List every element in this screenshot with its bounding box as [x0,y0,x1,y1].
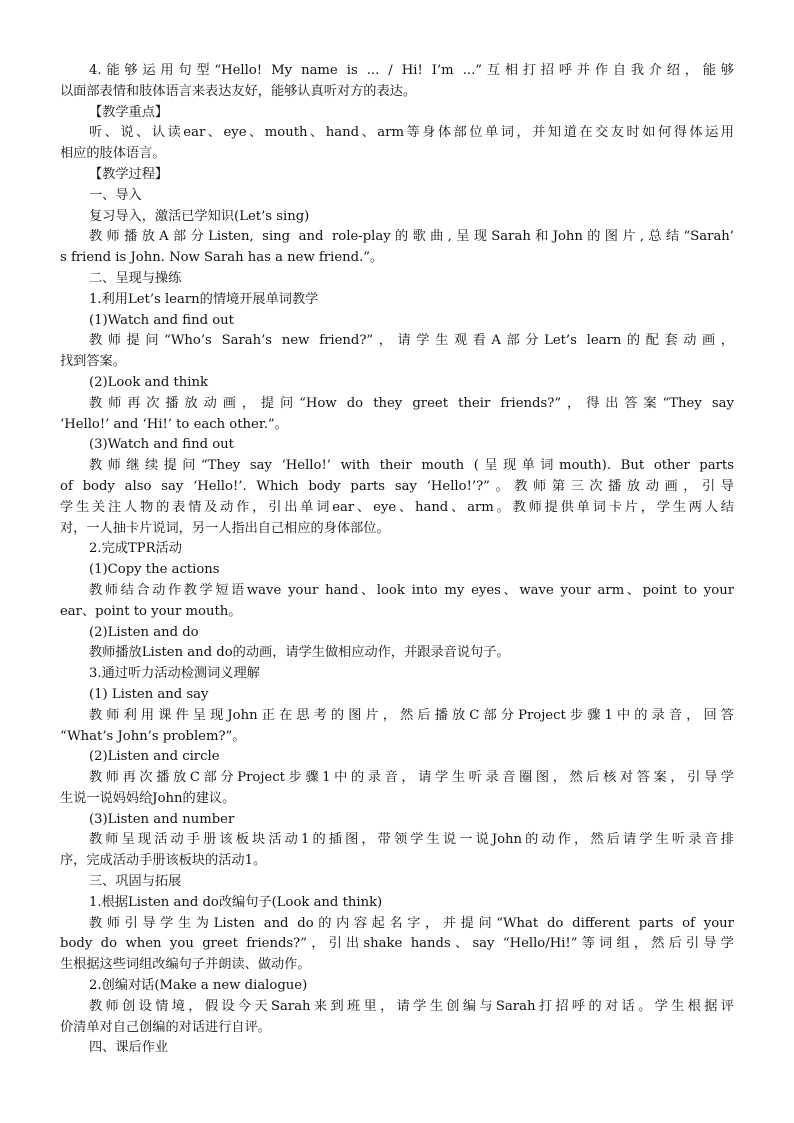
text-line: “What’s John’s problem?”。 [60,728,246,744]
text-line: 四、课后作业 [89,1040,169,1056]
text-line: 一、导入 [89,187,142,203]
text-line: 生根据这些词组改编句子并朗读、做动作。 [60,957,311,973]
text-line: (2)Listen and do [89,624,199,640]
text-line: of body also say ‘Hello!’. Which body parts say ‘Hello!’?”。教师第三次播放动画，引导 [60,478,734,494]
text-line: 教师呈现活动手册该板块活动1的插图，带领学生说一说John的动作，然后请学生听录音排 [89,832,734,848]
text-line: 1.根据Listen and do改编句子(Look and think) [89,894,383,910]
text-line: (2)Look and think [89,374,208,390]
text-line: 复习导入，激活已学知识(Let’s sing) [89,208,310,224]
text-line: 价清单对自己创编的对话进行自评。 [60,1019,271,1035]
text-line: (3)Watch and find out [89,437,234,453]
text-line: 教师播放Listen and do的动画，请学生做相应动作，并跟录音说句子。 [89,645,510,661]
text-line: 教师引导学生为Listen and do的内容起名字，并提问“What do different parts of your [89,915,734,931]
text-line: (3)Listen and number [89,811,235,827]
text-line: 2.创编对话(Make a new dialogue) [89,978,308,994]
text-line: 4.能够运用句型“Hello! My name is ... / Hi! I’m ...”互相打招呼并作自我介绍，能够 [89,63,734,78]
text-line: 【教学重点】 [89,104,169,120]
text-line: 教师提问“Who’s Sarah’s new friend?”，请学生观看A部分Let’s learn的配套动画， [89,333,734,349]
text-line: body do when you greet friends?”，引出shake hands、say “Hello/Hi!”等词组，然后引导学 [60,936,734,952]
text-line: 教师再次播放动画，提问“How do they greet their friends?”，得出答案“They say [89,395,734,411]
document-page [60,61,734,1059]
text-line: 教师利用课件呈现John正在思考的图片，然后播放C部分Project步骤1中的录音，回答 [89,707,734,723]
text-line: 找到答案。 [60,354,126,370]
text-line: 教师再次播放C部分Project步骤1中的录音，请学生听录音圈图，然后核对答案，引导学 [89,770,734,786]
text-line: 对，一人抽卡片说词，另一人指出自己相应的身体部位。 [60,520,390,536]
text-line: 以面部表情和肢体语言来表达友好，能够认真听对方的表达。 [60,83,417,99]
text-line: ‘Hello!’ and ‘Hi!’ to each other.”。 [60,416,288,432]
text-line: 教师播放A部分Listen, sing and role-play的歌曲,呈现Sarah和John的图片,总结“Sarah’ [89,229,734,245]
text-line: 教师结合动作教学短语wave your hand、look into my eyes、wave your arm、point to your [89,582,734,598]
text-line: 听、说、认读ear、eye、mouth、hand、arm等身体部位单词，并知道在交友时如何得体运用 [89,125,734,141]
text-line: 相应的肢体语言。 [60,146,166,162]
text-line: (2)Listen and circle [89,749,220,765]
text-line: (1)Copy the actions [89,562,220,578]
text-line: 二、呈现与操练 [89,270,182,286]
text-line: 2.完成TPR活动 [89,541,182,557]
text-line: (1) Listen and say [89,686,209,702]
text-line: 3.通过听力活动检测词义理解 [89,666,260,682]
text-line: 教师创设情境，假设今天Sarah来到班里，请学生创编与Sarah打招呼的对话。学生根据评 [89,998,734,1014]
text-line: ear、point to your mouth。 [60,603,242,619]
text-line: 教师继续提问“They say ‘Hello!’ with their mouth (呈现单词mouth). But other parts [89,458,734,474]
text-line: 生说一说妈妈给John的建议。 [60,790,236,806]
text-line: (1)Watch and find out [89,312,234,328]
text-line: 三、巩固与拓展 [89,874,182,890]
text-line: 序，完成活动手册该板块的活动1。 [60,853,267,869]
text-line: 1.利用Let’s learn的情境开展单词教学 [89,291,319,307]
text-line: s friend is John. Now Sarah has a new friend.”。 [60,250,384,266]
text-line: 【教学过程】 [89,166,169,182]
text-line: 学生关注人物的表情及动作，引出单词ear、eye、hand、arm。教师提供单词卡片，学生两人结 [60,499,734,515]
